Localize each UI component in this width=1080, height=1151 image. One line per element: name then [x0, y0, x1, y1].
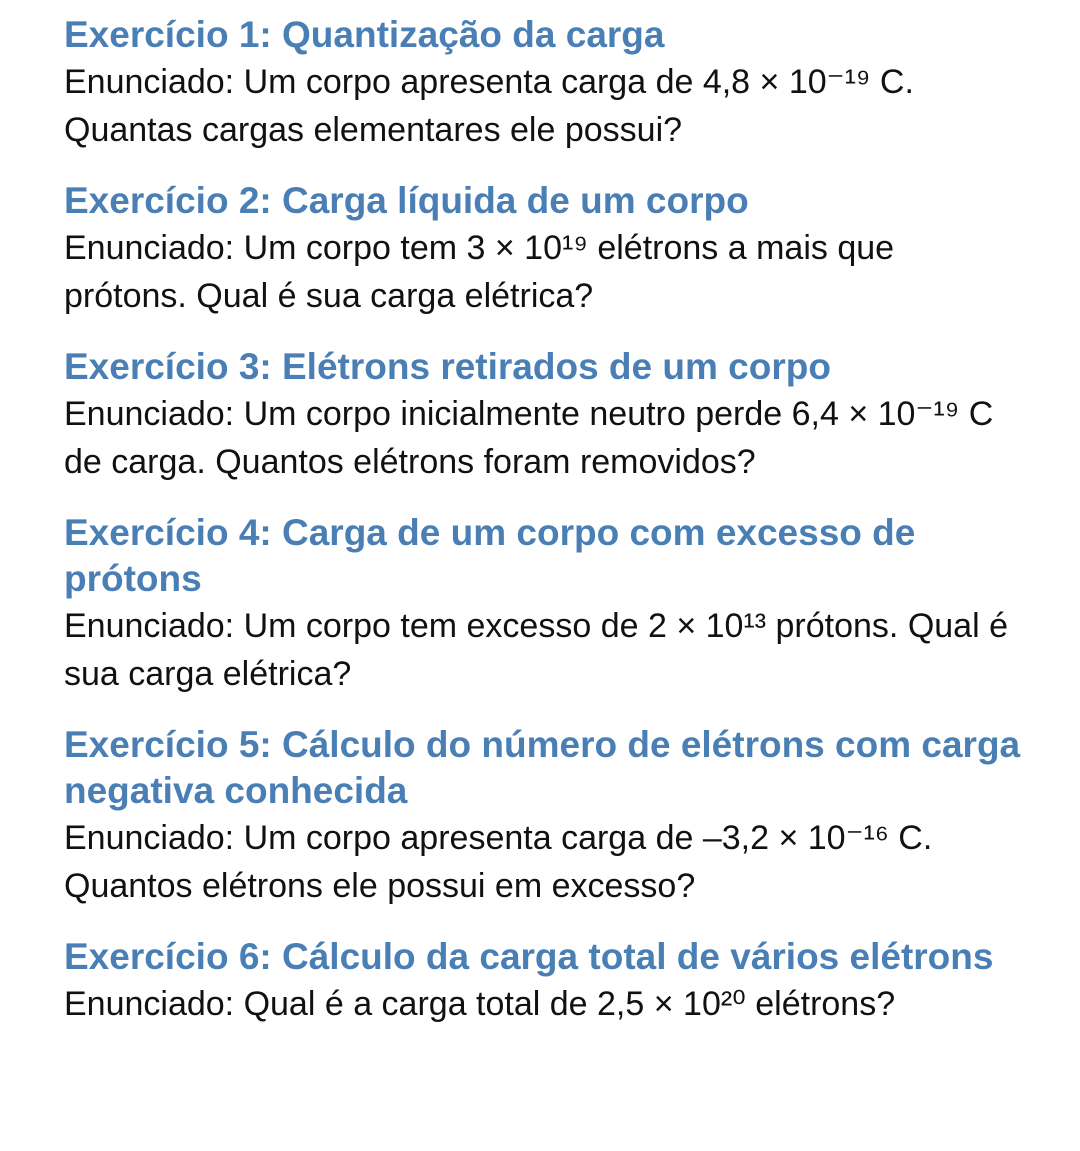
exercise-2	[64, 178, 1024, 320]
exercise-title[interactable]: Exercício 4: Carga de um corpo com excesso de prótons	[64, 512, 916, 599]
exercise-title[interactable]: Exercício 2: Carga líquida de um corpo	[64, 180, 749, 221]
exercise-1	[64, 12, 1024, 154]
exercise-statement[interactable]: Enunciado: Um corpo apresenta carga de 4,8 × 10⁻¹⁹ C. Quantas cargas elementares ele possui?	[64, 63, 914, 149]
exercise-3	[64, 344, 1024, 486]
exercise-4	[64, 510, 1024, 698]
exercise-6	[64, 934, 1024, 1028]
exercise-title[interactable]: Exercício 6: Cálculo da carga total de vários elétrons	[64, 936, 994, 977]
exercise-statement[interactable]: Enunciado: Um corpo tem 3 × 10¹⁹ elétrons a mais que prótons. Qual é sua carga elétrica?	[64, 229, 895, 315]
exercise-title[interactable]: Exercício 3: Elétrons retirados de um corpo	[64, 346, 831, 387]
exercise-statement[interactable]: Enunciado: Qual é a carga total de 2,5 × 10²⁰ elétrons?	[64, 985, 896, 1023]
exercise-statement[interactable]: Enunciado: Um corpo inicialmente neutro perde 6,4 × 10⁻¹⁹ C de carga. Quantos elétrons foram removidos?	[64, 395, 994, 481]
exercise-title[interactable]: Exercício 1: Quantização da carga	[64, 14, 665, 55]
exercise-statement[interactable]: Enunciado: Um corpo apresenta carga de –3,2 × 10⁻¹⁶ C. Quantos elétrons ele possui em excesso?	[64, 819, 933, 905]
exercise-statement[interactable]: Enunciado: Um corpo tem excesso de 2 × 10¹³ prótons. Qual é sua carga elétrica?	[64, 607, 1008, 693]
document	[64, 12, 1024, 1052]
exercise-title[interactable]: Exercício 5: Cálculo do número de elétrons com carga negativa conhecida	[64, 724, 1021, 811]
exercise-5	[64, 722, 1024, 910]
